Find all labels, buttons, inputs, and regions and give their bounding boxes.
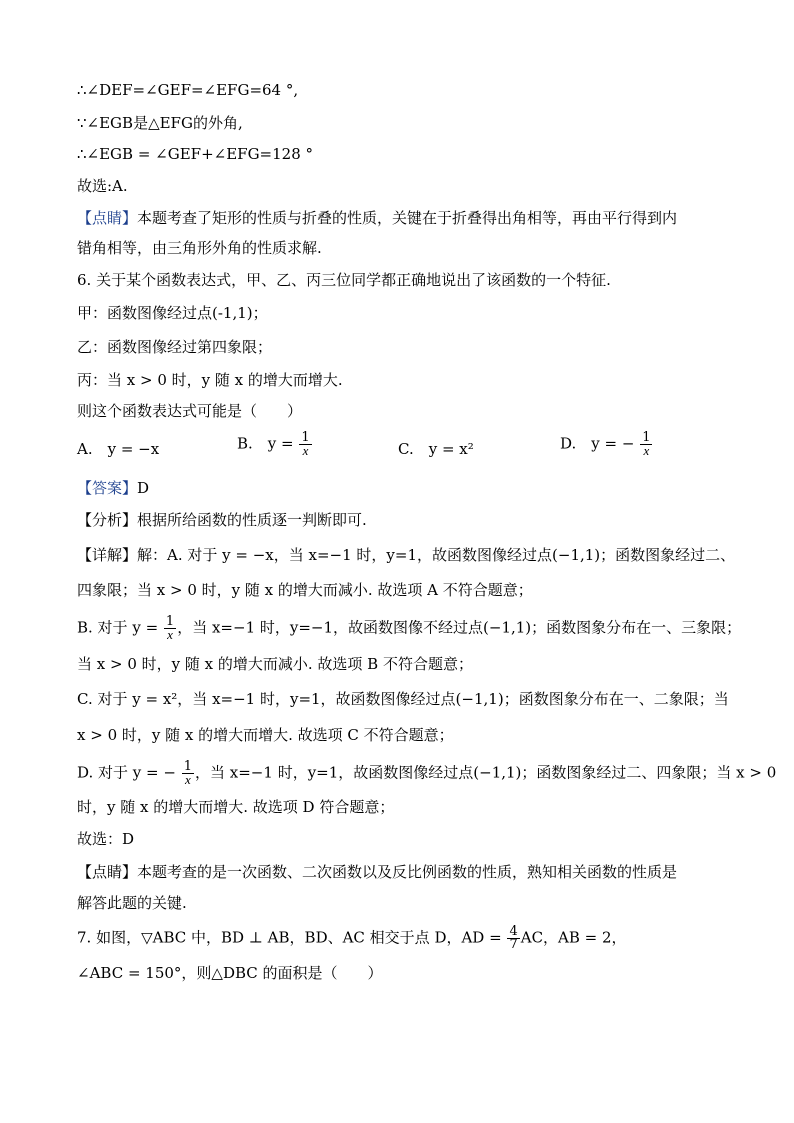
detail-text-1: 解：A. 对于 y = −x，当 x=−1 时，y=1，故函数图像经过点(−1,1)；函数图象经过二、 — [137, 546, 736, 564]
note-text: 本题考查了矩形的性质与折叠的性质，关键在于折叠得出角相等，再由平行得到内 — [137, 209, 678, 227]
detail-3-prefix: B. 对于 y = — [77, 618, 159, 637]
option-c: C. y = x² — [398, 440, 474, 458]
q6-jia: 甲：函数图像经过点(-1,1)； — [77, 304, 268, 322]
option-a: A. y = −x — [77, 440, 160, 458]
detail-line-4: 当 x > 0 时，y 随 x 的增大而减小. 故选项 B 不符合题意； — [77, 655, 473, 673]
q6-bing: 丙：当 x > 0 时，y 随 x 的增大而增大. — [77, 371, 343, 389]
detail-7-numerator: 1 — [183, 759, 193, 774]
prev-line-1: ∴∠DEF=∠GEF=∠EFG=64 °, — [77, 81, 299, 99]
option-d — [560, 432, 653, 457]
answer-value: D — [137, 479, 150, 497]
q7-l1-suffix: AC，AB = 2， — [520, 928, 627, 947]
detail-line-8: 时，y 随 x 的增大而增大. 故选项 D 符合题意； — [77, 798, 395, 816]
q6-note-line-1 — [77, 862, 677, 882]
note-tag: 【点睛】 — [77, 209, 138, 227]
analysis-text: 根据所给函数的性质逐一判断即可. — [137, 511, 367, 529]
detail-line-2: 四象限；当 x > 0 时，y 随 x 的增大而减小. 故选项 A 不符合题意； — [77, 581, 533, 599]
option-b — [237, 432, 313, 457]
q7-line-1 — [77, 926, 627, 951]
q6-stem: 6. 关于某个函数表达式，甲、乙、丙三位同学都正确地说出了该函数的一个特征. — [77, 271, 611, 289]
prev-line-5 — [77, 208, 677, 228]
option-b-numerator: 1 — [301, 430, 310, 445]
q6-note-tag: 【点睛】 — [77, 863, 138, 881]
prev-line-2: ∵∠EGB是△EFG的外角, — [77, 114, 243, 132]
option-b-prefix: B. y = — [237, 434, 294, 453]
q6-note-text: 本题考查的是一次函数、二次函数以及反比例函数的性质，熟知相关函数的性质是 — [137, 863, 678, 881]
detail-7-fraction — [182, 761, 194, 786]
detail-3-fraction — [164, 616, 176, 641]
detail-3-numerator: 1 — [165, 614, 175, 629]
detail-3-denominator: x — [167, 627, 173, 642]
q7-line-2: ∠ABC = 150°，则△DBC 的面积是（ ） — [77, 964, 383, 982]
detail-line-3 — [77, 616, 741, 641]
prev-line-4: 故选:A. — [77, 177, 128, 195]
detail-7-prefix: D. 对于 y = − — [77, 763, 176, 782]
q7-numerator: 4 — [509, 924, 518, 939]
q7-fraction — [507, 926, 519, 951]
analysis-line — [77, 510, 367, 530]
q6-yi: 乙：函数图像经过第四象限； — [77, 338, 273, 356]
detail-line-7 — [77, 761, 776, 786]
q7-l1-prefix: 7. 如图，▽ABC 中，BD ⊥ AB，BD、AC 相交于点 D，AD = — [77, 928, 502, 947]
analysis-tag: 【分析】 — [77, 511, 138, 529]
detail-line-5: C. 对于 y = x²，当 x=−1 时，y=1，故函数图像经过点(−1,1)；函数图象分布在一、二象限；当 — [77, 690, 729, 708]
option-d-denominator: x — [643, 443, 650, 458]
q7-denominator: 7 — [509, 937, 518, 952]
prev-line-6: 错角相等，由三角形外角的性质求解. — [77, 239, 322, 257]
option-d-numerator: 1 — [642, 430, 651, 445]
answer-line — [77, 478, 149, 498]
option-b-fraction — [299, 432, 311, 457]
option-d-prefix: D. y = − — [560, 434, 635, 453]
detail-tag: 【详解】 — [77, 546, 138, 564]
option-d-fraction — [640, 432, 652, 457]
detail-3-suffix: ，当 x=−1 时，y=−1，故函数图像不经过点(−1,1)；函数图象分布在一、三象限； — [177, 618, 742, 637]
detail-line-1 — [77, 545, 735, 565]
prev-line-3: ∴∠EGB = ∠GEF+∠EFG=128 ° — [77, 145, 314, 163]
option-b-denominator: x — [302, 443, 309, 458]
q6-note-line-2: 解答此题的关键. — [77, 894, 187, 912]
detail-line-6: x > 0 时，y 随 x 的增大而增大. 故选项 C 不符合题意； — [77, 726, 454, 744]
detail-7-suffix: ，当 x=−1 时，y=1，故函数图像经过点(−1,1)；函数图象经过二、四象限；当 x > 0 — [195, 763, 777, 782]
q6-ask: 则这个函数表达式可能是（ ） — [77, 402, 303, 420]
choose-line: 故选：D — [77, 830, 135, 848]
detail-7-denominator: x — [184, 772, 191, 787]
answer-tag: 【答案】 — [77, 479, 138, 497]
